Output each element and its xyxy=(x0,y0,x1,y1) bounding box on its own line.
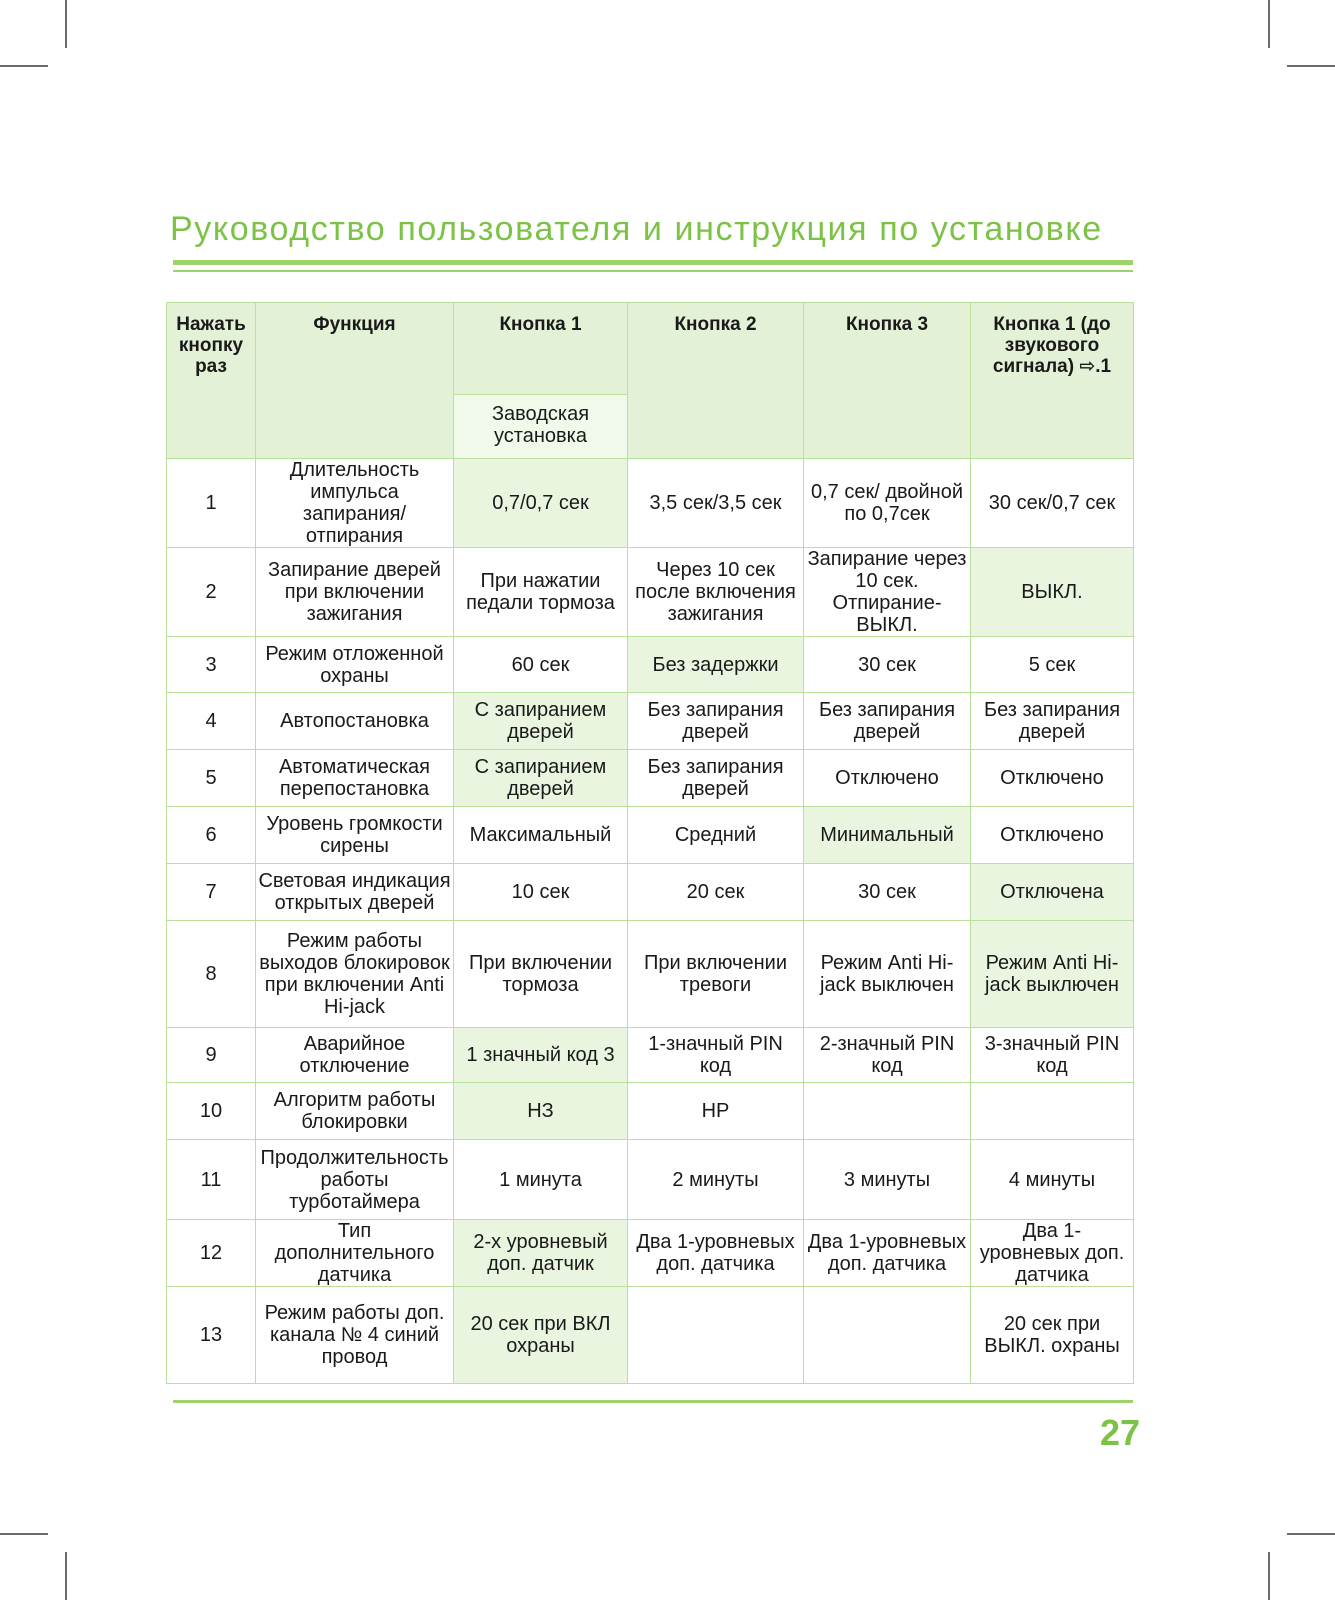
crop-mark xyxy=(65,0,67,48)
table-row xyxy=(167,1220,1134,1287)
cell-button-3: Отключено xyxy=(804,750,971,807)
row-function: Автопостановка xyxy=(256,693,454,750)
cell-button-1: Максимальный xyxy=(454,807,628,864)
table-row xyxy=(167,921,1134,1028)
crop-mark xyxy=(1287,1533,1335,1535)
settings-table xyxy=(166,302,1134,1384)
row-function: Уровень громкости сирены xyxy=(256,807,454,864)
cell-button-1: 0,7/0,7 сек xyxy=(454,459,628,548)
cell-button-1-long: Режим Anti Hi-jack выключен xyxy=(971,921,1134,1028)
row-number: 5 xyxy=(167,750,256,807)
table-row xyxy=(167,807,1134,864)
cell-button-2: 3,5 сек/3,5 сек xyxy=(628,459,804,548)
cell-button-1: 2-х уровневый доп. датчик xyxy=(454,1220,628,1287)
header-function: Функция xyxy=(256,303,454,459)
table-row xyxy=(167,1028,1134,1083)
row-function: Запирание дверей при включении зажигания xyxy=(256,548,454,637)
row-number: 12 xyxy=(167,1220,256,1287)
cell-button-3: Минимальный xyxy=(804,807,971,864)
cell-button-1: 1 значный код 3 xyxy=(454,1028,628,1083)
cell-button-1: 60 сек xyxy=(454,637,628,693)
cell-button-3: Два 1-уровневых доп. датчика xyxy=(804,1220,971,1287)
row-number: 3 xyxy=(167,637,256,693)
cell-button-1-long: Без запирания дверей xyxy=(971,693,1134,750)
cell-button-3: 0,7 сек/ двойной по 0,7сек xyxy=(804,459,971,548)
header-button-1-long: Кнопка 1 (до звукового сигнала) ⇨.1 xyxy=(971,303,1134,459)
cell-button-1: 10 сек xyxy=(454,864,628,921)
cell-button-3: 30 сек xyxy=(804,864,971,921)
cell-button-2 xyxy=(628,1287,804,1384)
cell-button-1: С запиранием дверей xyxy=(454,693,628,750)
header-rule xyxy=(173,260,1133,265)
cell-button-1-long: Отключено xyxy=(971,750,1134,807)
cell-button-2: Без запирания дверей xyxy=(628,750,804,807)
header-button-1: Кнопка 1 xyxy=(454,303,628,395)
cell-button-1-long xyxy=(971,1083,1134,1140)
table-row xyxy=(167,693,1134,750)
cell-button-2: Два 1-уровневых доп. датчика xyxy=(628,1220,804,1287)
row-number: 10 xyxy=(167,1083,256,1140)
row-number: 4 xyxy=(167,693,256,750)
header-rule-thin xyxy=(173,270,1133,272)
cell-button-1: При включении тормоза xyxy=(454,921,628,1028)
crop-mark xyxy=(1268,0,1270,48)
factory-setting-label: Заводская установка xyxy=(454,395,628,459)
cell-button-3: Запирание через 10 сек. Отпирание- ВЫКЛ. xyxy=(804,548,971,637)
cell-button-2: 20 сек xyxy=(628,864,804,921)
cell-button-3: 3 минуты xyxy=(804,1140,971,1220)
table-row xyxy=(167,750,1134,807)
cell-button-2: Без запирания дверей xyxy=(628,693,804,750)
cell-button-1-long: Два 1-уровневых доп. датчика xyxy=(971,1220,1134,1287)
row-function: Тип дополнительного датчика xyxy=(256,1220,454,1287)
table-row xyxy=(167,1287,1134,1384)
row-function: Автоматическая перепостановка xyxy=(256,750,454,807)
row-number: 8 xyxy=(167,921,256,1028)
row-function: Длительность импульса запирания/отпирания xyxy=(256,459,454,548)
cell-button-1: 20 сек при ВКЛ охраны xyxy=(454,1287,628,1384)
row-function: Режим отложенной охраны xyxy=(256,637,454,693)
cell-button-3 xyxy=(804,1083,971,1140)
cell-button-2: 2 минуты xyxy=(628,1140,804,1220)
cell-button-1: С запиранием дверей xyxy=(454,750,628,807)
crop-mark xyxy=(1268,1552,1270,1600)
row-number: 7 xyxy=(167,864,256,921)
row-number: 11 xyxy=(167,1140,256,1220)
cell-button-2: Без задержки xyxy=(628,637,804,693)
row-function: Аварийное отключение xyxy=(256,1028,454,1083)
cell-button-2: При включении тревоги xyxy=(628,921,804,1028)
cell-button-3 xyxy=(804,1287,971,1384)
row-function: Продолжительность работы турботаймера xyxy=(256,1140,454,1220)
cell-button-3: Режим Anti Hi-jack выключен xyxy=(804,921,971,1028)
row-number: 6 xyxy=(167,807,256,864)
cell-button-1-long: 30 сек/0,7 сек xyxy=(971,459,1134,548)
row-number: 13 xyxy=(167,1287,256,1384)
row-function: Режим работы доп. канала № 4 синий провод xyxy=(256,1287,454,1384)
cell-button-3: Без запирания дверей xyxy=(804,693,971,750)
row-number: 2 xyxy=(167,548,256,637)
footer-rule xyxy=(173,1400,1133,1403)
crop-mark xyxy=(1287,65,1335,67)
crop-mark xyxy=(65,1552,67,1600)
cell-button-1-long: ВЫКЛ. xyxy=(971,548,1134,637)
header-press-count: Нажать кнопку раз xyxy=(167,303,256,459)
row-function: Световая индикация открытых дверей xyxy=(256,864,454,921)
header-button-2: Кнопка 2 xyxy=(628,303,804,459)
table-row xyxy=(167,1083,1134,1140)
table-row xyxy=(167,1140,1134,1220)
row-function: Режим работы выходов блокировок при включении Anti Hi-jack xyxy=(256,921,454,1028)
page-title: Руководство пользователя и инструкция по установке xyxy=(170,210,1103,248)
row-function: Алгоритм работы блокировки xyxy=(256,1083,454,1140)
table-row xyxy=(167,459,1134,548)
cell-button-1-long: Отключена xyxy=(971,864,1134,921)
cell-button-3: 30 сек xyxy=(804,637,971,693)
cell-button-1: При нажатии педали тормоза xyxy=(454,548,628,637)
cell-button-2: Через 10 сек после включения зажигания xyxy=(628,548,804,637)
table-row xyxy=(167,548,1134,637)
table-row xyxy=(167,637,1134,693)
cell-button-2: НР xyxy=(628,1083,804,1140)
row-number: 1 xyxy=(167,459,256,548)
row-number: 9 xyxy=(167,1028,256,1083)
header-button-3: Кнопка 3 xyxy=(804,303,971,459)
cell-button-1-long: 20 сек при ВЫКЛ. охраны xyxy=(971,1287,1134,1384)
cell-button-2: Средний xyxy=(628,807,804,864)
cell-button-1-long: 5 сек xyxy=(971,637,1134,693)
cell-button-1-long: Отключено xyxy=(971,807,1134,864)
cell-button-1-long: 4 минуты xyxy=(971,1140,1134,1220)
table-row xyxy=(167,864,1134,921)
cell-button-2: 1-значный PIN код xyxy=(628,1028,804,1083)
cell-button-3: 2-значный PIN код xyxy=(804,1028,971,1083)
cell-button-1: 1 минута xyxy=(454,1140,628,1220)
cell-button-1-long: 3-значный PIN код xyxy=(971,1028,1134,1083)
page-number: 27 xyxy=(1100,1412,1141,1453)
cell-button-1: НЗ xyxy=(454,1083,628,1140)
crop-mark xyxy=(0,1533,48,1535)
crop-mark xyxy=(0,65,48,67)
